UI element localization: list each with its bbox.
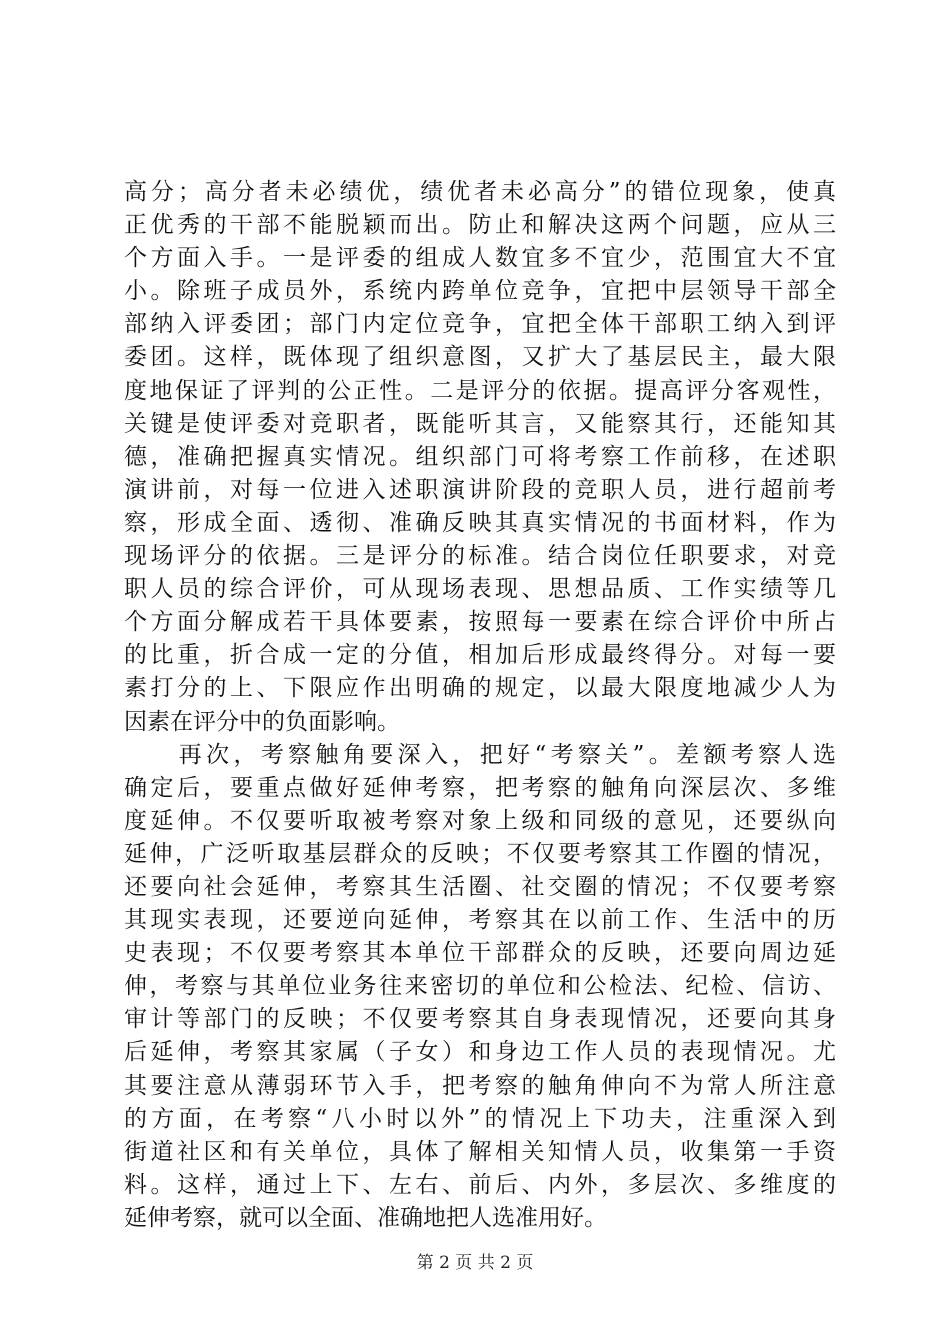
text-line: 还要向社会延伸，考察其生活圈、社交圈的情况；不仅要考察 — [124, 873, 836, 900]
text-line: 确定后，要重点做好延伸考察，把考察的触角向深层次、多维 — [124, 774, 836, 801]
text-line: 职人员的综合评价，可从现场表现、思想品质、工作实绩等几 — [124, 576, 836, 603]
text-line: 素打分的上、下限应作出明确的规定，以最大限度地减少人为 — [124, 675, 836, 702]
text-line: 的比重，折合成一定的分值，相加后形成最终得分。对每一要 — [124, 642, 836, 669]
text-line: 小。除班子成员外，系统内跨单位竞争，宜把中层领导干部全 — [124, 278, 836, 305]
text-line: 街道社区和有关单位，具体了解相关知情人员，收集第一手资 — [124, 1138, 836, 1165]
text-line: 正优秀的干部不能脱颖而出。防止和解决这两个问题，应从三 — [124, 212, 836, 239]
text-line: 高分；高分者未必绩优，绩优者未必高分”的错位现象，使真 — [124, 179, 836, 205]
text-line: 部纳入评委团；部门内定位竞争，宜把全体干部职工纳入到评 — [124, 311, 836, 338]
text-line: 其现实表现，还要逆向延伸，考察其在以前工作、生活中的历 — [124, 907, 836, 934]
text-line: 其要注意从薄弱环节入手，把考察的触角伸向不为常人所注意 — [124, 1072, 836, 1099]
text-line: 察，形成全面、透彻、准确反映其真实情况的书面材料，作为 — [124, 509, 836, 536]
text-line: 审计等部门的反映；不仅要考察其自身表现情况，还要向其身 — [124, 1006, 836, 1033]
paragraph-end-line: 延伸考察，就可以全面、准确地把人选准用好。 — [124, 1204, 607, 1231]
text-line: 演讲前，对每一位进入述职演讲阶段的竞职人员，进行超前考 — [124, 476, 836, 503]
text-line: 个方面入手。一是评委的组成人数宜多不宜少，范围宜大不宜 — [124, 245, 836, 272]
text-line: 延伸，广泛听取基层群众的反映；不仅要考察其工作圈的情况， — [124, 840, 836, 867]
text-line: 伸，考察与其单位业务往来密切的单位和公检法、纪检、信访、 — [124, 973, 836, 1000]
text-line: 史表现；不仅要考察其本单位干部群众的反映，还要向周边延 — [124, 940, 836, 967]
text-line: 现场评分的依据。三是评分的标准。结合岗位任职要求，对竞 — [124, 543, 836, 570]
text-line: 度延伸。不仅要听取被考察对象上级和同级的意见，还要纵向 — [124, 807, 836, 834]
body-text — [124, 176, 836, 1235]
text-line: 关键是使评委对竞职者，既能听其言，又能察其行，还能知其 — [124, 410, 836, 437]
text-line: 后延伸，考察其家属（子女）和身边工作人员的表现情况。尤 — [124, 1039, 836, 1066]
paragraph-end-line: 因素在评分中的负面影响。 — [124, 708, 400, 735]
text-line: 个方面分解成若干具体要素，按照每一要素在综合评价中所占 — [124, 609, 836, 636]
paragraph-start-line: 再次，考察触角要深入，把好“考察关”。差额考察人选 — [124, 741, 836, 768]
text-line: 委团。这样，既体现了组织意图，又扩大了基层民主，最大限 — [124, 344, 836, 371]
text-line: 度地保证了评判的公正性。二是评分的依据。提高评分客观性， — [124, 377, 836, 404]
text-line: 的方面，在考察“八小时以外”的情况上下功夫，注重深入到 — [124, 1105, 836, 1132]
text-line: 料。这样，通过上下、左右、前后、内外，多层次、多维度的 — [124, 1171, 836, 1198]
page-number-footer: 第 2 页 共 2 页 — [416, 1253, 534, 1273]
text-line: 德，准确把握真实情况。组织部门可将考察工作前移，在述职 — [124, 443, 836, 470]
